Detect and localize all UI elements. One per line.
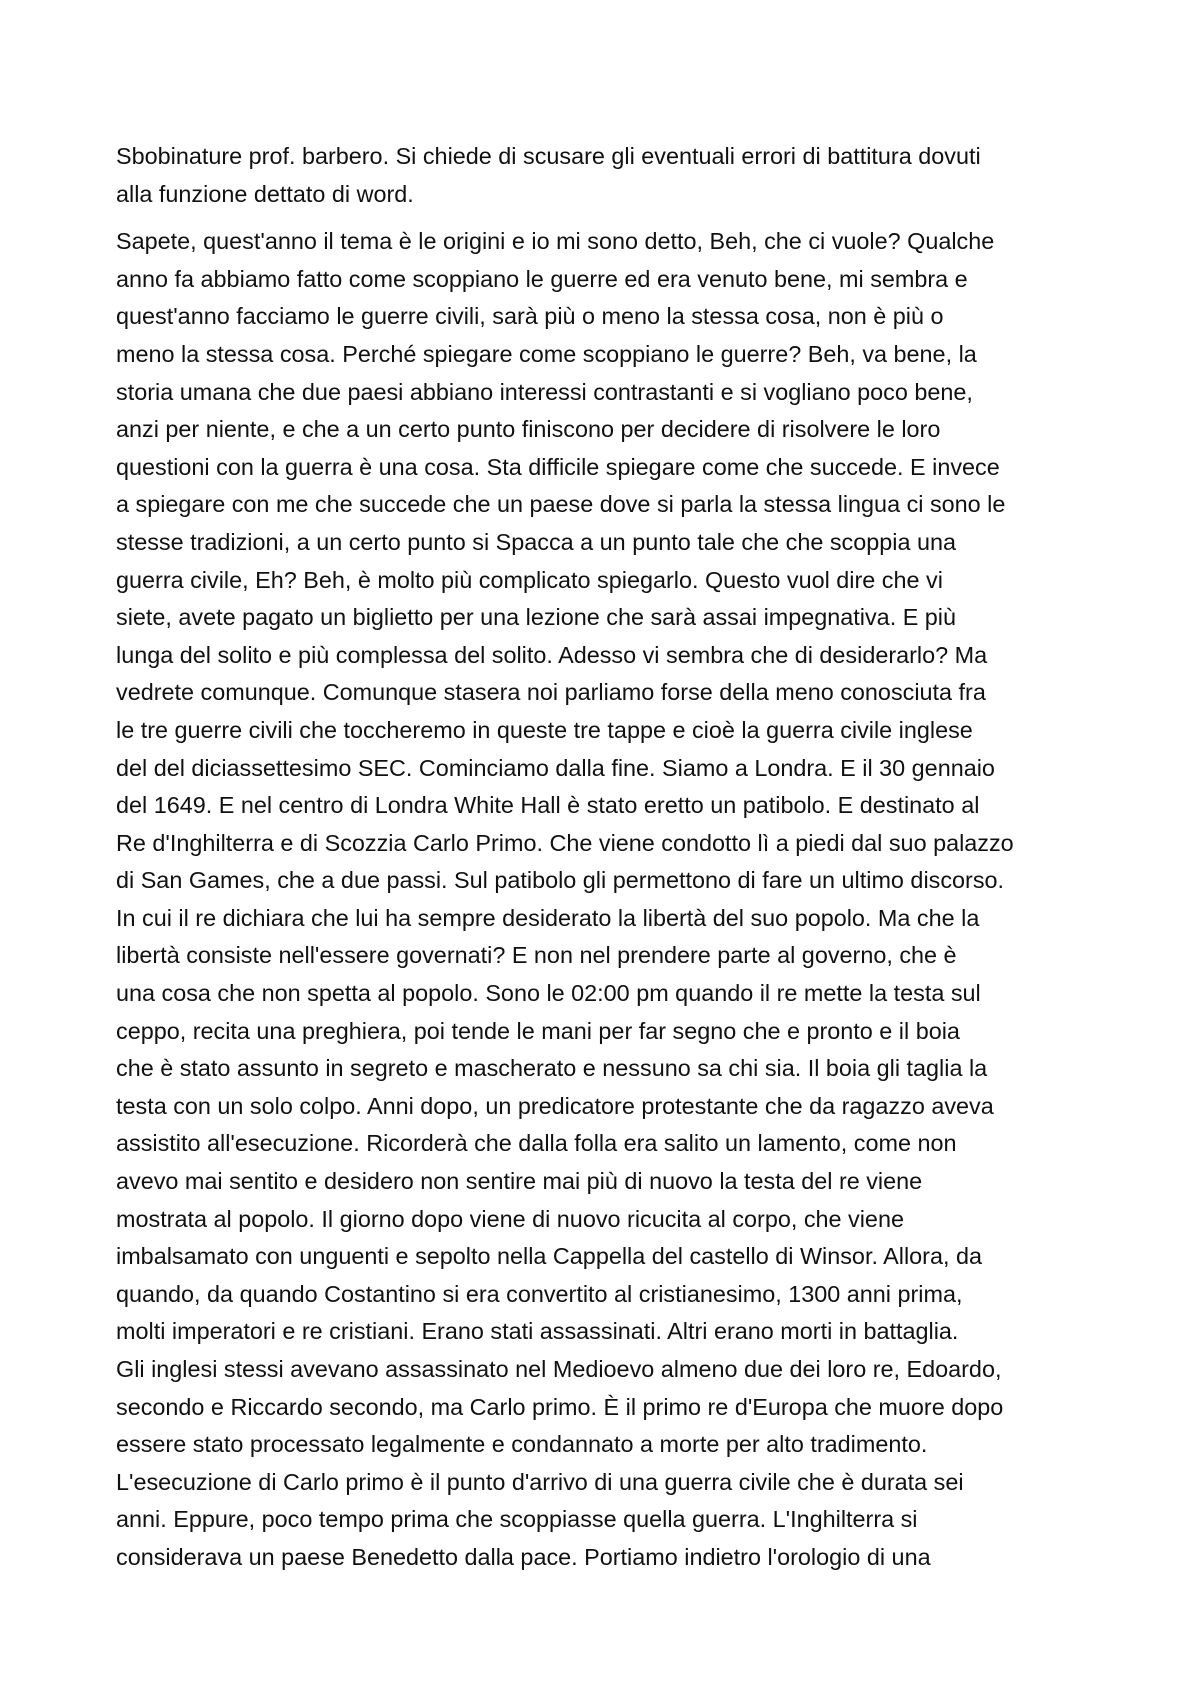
text-line: Re d'Inghilterra e di Scozzia Carlo Primo. Che viene condotto lì a piedi dal suo palazzo [116,829,1014,856]
text-line: anni. Eppure, poco tempo prima che scoppiasse quella guerra. L'Inghilterra si [116,1506,918,1533]
text-line: quando, da quando Costantino si era convertito al cristianesimo, 1300 anni prima, [116,1280,963,1307]
text-line: che è stato assunto in segreto e mascherato e nessuno sa chi sia. Il boia gli taglia la [116,1055,988,1082]
text-line: L'esecuzione di Carlo primo è il punto d'arrivo di una guerra civile che è durata sei [116,1468,964,1495]
text-line: di San Games, che a due passi. Sul patibolo gli permettono di fare un ultimo discorso. [116,867,1005,894]
text-line: siete, avete pagato un biglietto per una lezione che sarà assai impegnativa. E più [116,604,957,631]
paragraph-gap [116,213,1106,223]
text-line: vedrete comunque. Comunque stasera noi parliamo forse della meno conosciuta fra [116,679,986,706]
text-line: Sbobinature prof. barbero. Si chiede di scusare gli eventuali errori di battitura dovuti [116,143,981,169]
document-body [116,138,1106,1577]
text-line: ceppo, recita una preghiera, poi tende le mani per far segno che e pronto e il boia [116,1017,960,1044]
text-line: del del diciassettesimo SEC. Cominciamo dalla fine. Siamo a Londra. E il 30 gennaio [116,754,995,781]
text-line: le tre guerre civili che toccheremo in queste tre tappe e cioè la guerra civile inglese [116,716,973,743]
text-line: assistito all'esecuzione. Ricorderà che dalla folla era salito un lamento, come non [116,1130,957,1157]
text-line: testa con un solo colpo. Anni dopo, un predicatore protestante che da ragazzo aveva [116,1092,994,1119]
text-line: del 1649. E nel centro di Londra White Hall è stato eretto un patibolo. E destinato al [116,792,980,819]
text-line: lunga del solito e più complessa del solito. Adesso vi sembra che di desiderarlo? Ma [116,641,988,668]
text-line: essere stato processato legalmente e condannato a morte per alto tradimento. [116,1431,928,1458]
text-line: storia umana che due paesi abbiano interessi contrastanti e si vogliano poco bene, [116,378,973,405]
text-line: mostrata al popolo. Il giorno dopo viene di nuovo ricucita al corpo, che viene [116,1205,904,1232]
text-line: imbalsamato con unguenti e sepolto nella Cappella del castello di Winsor. Allora, da [116,1243,982,1270]
text-line: anzi per niente, e che a un certo punto finiscono per decidere di risolvere le loro [116,416,941,443]
text-line: stesse tradizioni, a un certo punto si Spacca a un punto tale che che scoppia una [116,528,957,555]
text-line: Gli inglesi stessi avevano assassinato nel Medioevo almeno due dei loro re, Edoardo, [116,1356,1002,1382]
text-line: avevo mai sentito e desidero non sentire mai più di nuovo la testa del re viene [116,1168,923,1195]
paragraph [116,138,1106,213]
text-line: In cui il re dichiara che lui ha sempre desiderato la libertà del suo popolo. Ma che la [116,904,980,931]
text-line: guerra civile, Eh? Beh, è molto più complicato spiegarlo. Questo vuol dire che vi [116,566,943,593]
text-line: meno la stessa cosa. Perché spiegare come scoppiano le guerre? Beh, va bene, la [116,340,977,367]
text-line: libertà consiste nell'essere governati? E non nel prendere parte al governo, che è [116,942,957,969]
text-line: una cosa che non spetta al popolo. Sono le 02:00 pm quando il re mette la testa sul [116,980,981,1007]
text-line: anno fa abbiamo fatto come scoppiano le guerre ed era venuto bene, mi sembra e [116,265,968,292]
paragraph [116,223,1106,1576]
text-line: molti imperatori e re cristiani. Erano stati assassinati. Altri erano morti in battaglia. [116,1318,959,1345]
text-line: questioni con la guerra è una cosa. Sta difficile spiegare come che succede. E invece [116,453,1000,480]
text-line: quest'anno facciamo le guerre civili, sarà più o meno la stessa cosa, non è più o [116,303,944,330]
text-line: Sapete, quest'anno il tema è le origini e io mi sono detto, Beh, che ci vuole? Qualche [116,228,995,255]
text-line: secondo e Riccardo secondo, ma Carlo primo. È il primo re d'Europa che muore dopo [116,1393,1004,1420]
text-line: alla funzione dettato di word. [116,180,414,207]
text-line: a spiegare con me che succede che un paese dove si parla la stessa lingua ci sono le [116,491,1006,518]
text-line: considerava un paese Benedetto dalla pace. Portiamo indietro l'orologio di una [116,1543,931,1570]
